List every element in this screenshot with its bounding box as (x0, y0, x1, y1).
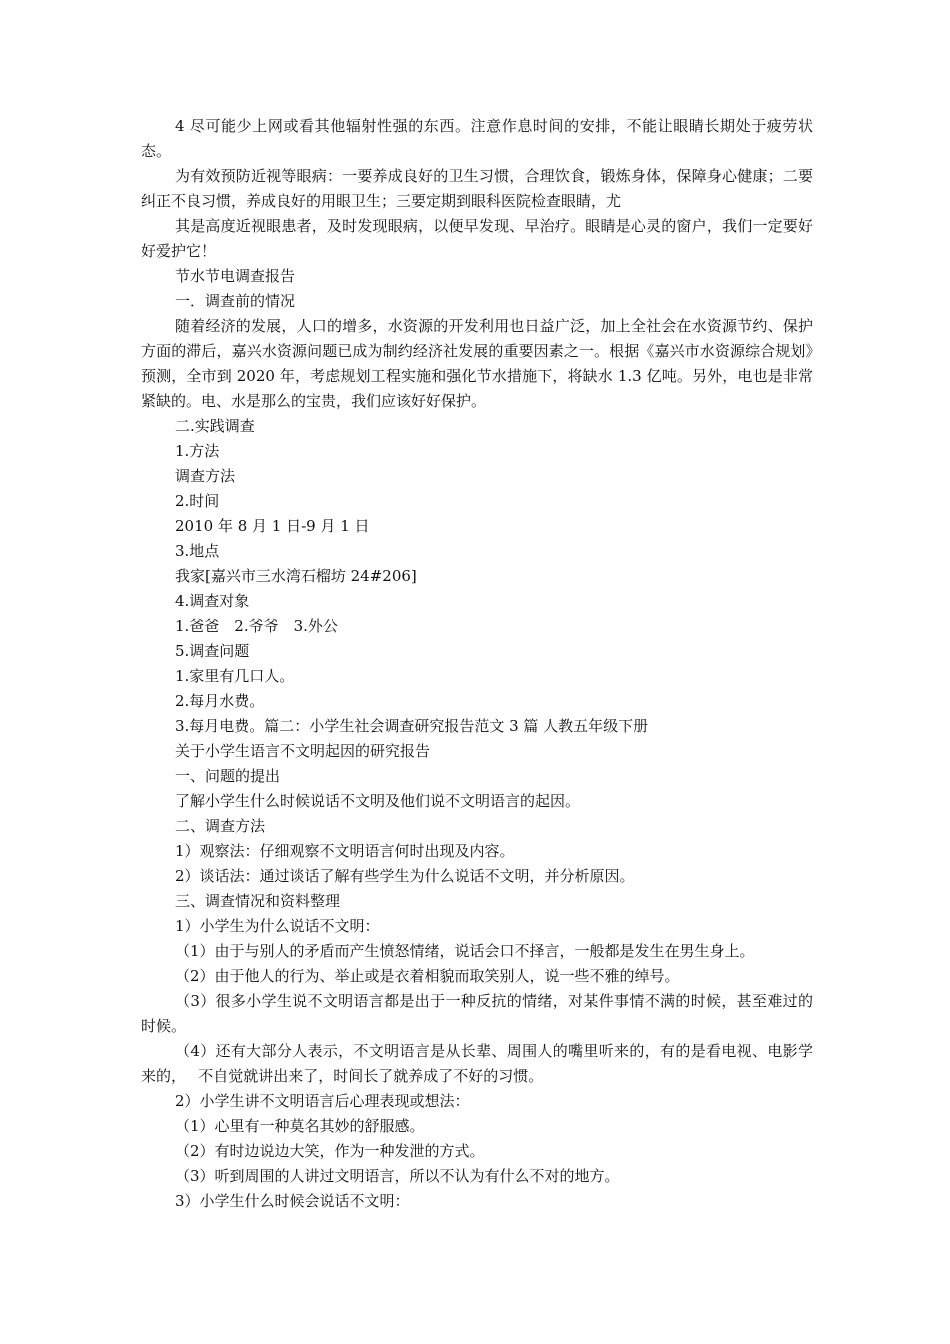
paragraph: 三、调查情况和资料整理 (175, 892, 341, 910)
paragraph: 关于小学生语言不文明起因的研究报告 (175, 742, 431, 760)
paragraph: 二.实践调查 (175, 417, 255, 435)
paragraph: （3）听到周围的人讲过文明语言，所以不认为有什么不对的地方。 (175, 1167, 620, 1185)
paragraph: （1）由于与别人的矛盾而产生愤怒情绪，说话会口不择言，一般都是发生在男生身上。 (175, 942, 755, 960)
paragraph: 4 尽可能少上网或看其他辐射性强的东西。注意作息时间的安排，不能让眼睛长期处于疲劳状态。 (141, 117, 813, 160)
paragraph: 2）小学生讲不文明语言后心理表现或想法： (175, 1092, 470, 1110)
paragraph: 其是高度近视眼患者，及时发现眼病，以便早发现、早治疗。眼睛是心灵的窗户，我们一定要好好爱护它！ (141, 217, 813, 260)
paragraph: （2）由于他人的行为、举止或是衣着相貌而取笑别人，说一些不雅的绰号。 (175, 967, 680, 985)
paragraph: 3.每月电费。篇二：小学生社会调查研究报告范文 3 篇 人教五年级下册 (175, 717, 649, 735)
paragraph: 一、问题的提出 (175, 767, 281, 785)
paragraph: （3）很多小学生说不文明语言都是出于一种反抗的情绪，对某件事情不满的时候，甚至难过的时候。 (141, 992, 813, 1035)
paragraph: 调查方法 (175, 467, 236, 485)
paragraph: 1.爸爸 2.爷爷 3.外公 (175, 617, 338, 635)
paragraph: （2）有时边说边大笑，作为一种发泄的方式。 (175, 1142, 485, 1160)
paragraph: 1.家里有几口人。 (175, 667, 295, 685)
paragraph: 了解小学生什么时候说话不文明及他们说不文明语言的起因。 (175, 792, 581, 810)
paragraph: 随着经济的发展，人口的增多，水资源的开发利用也日益广泛，加上全社会在水资源节约、保护方面的滞后，嘉兴水资源问题已成为制约经济社发展的重要因素之一。根据《嘉兴市水资源综合规划》预测，全市到 2020 年，考虑规划工程实施和强化节水措施下，将缺水 1.3 亿吨。另外，电也是非常紧缺的。电、水是那么的宝贵，我们应该好好保护。 (141, 317, 813, 410)
paragraph: 一．调查前的情况 (175, 292, 296, 310)
paragraph: 我家[嘉兴市三水湾石榴坊 24#206] (175, 567, 417, 585)
paragraph: 二、调查方法 (175, 817, 266, 835)
paragraph: （4）还有大部分人表示，不文明语言是从长辈、周围人的嘴里听来的，有的是看电视、电影学来的， 不自觉就讲出来了，时间长了就养成了不好的习惯。 (141, 1042, 813, 1085)
paragraph: 1.方法 (175, 442, 220, 460)
paragraph: 3）小学生什么时候会说话不文明： (175, 1192, 410, 1210)
paragraph: 2）谈话法：通过谈话了解有些学生为什么说话不文明，并分析原因。 (175, 867, 635, 885)
paragraph: 2010 年 8 月 1 日-9 月 1 日 (175, 517, 370, 535)
paragraph: 为有效预防近视等眼病：一要养成良好的卫生习惯，合理饮食，锻炼身体，保障身心健康；二要纠正不良习惯，养成良好的用眼卫生；三要定期到眼科医院检查眼睛，尤 (141, 167, 813, 210)
paragraph: 2.时间 (175, 492, 220, 510)
paragraph: 1）小学生为什么说话不文明： (175, 917, 380, 935)
paragraph: 3.地点 (175, 542, 220, 560)
paragraph: （1）心里有一种莫名其妙的舒服感。 (175, 1117, 425, 1135)
document-page (141, 114, 813, 1214)
paragraph: 节水节电调查报告 (175, 267, 296, 285)
paragraph: 2.每月水费。 (175, 692, 265, 710)
paragraph: 1）观察法：仔细观察不文明语言何时出现及内容。 (175, 842, 515, 860)
paragraph: 5.调查问题 (175, 642, 250, 660)
paragraph: 4.调查对象 (175, 592, 250, 610)
